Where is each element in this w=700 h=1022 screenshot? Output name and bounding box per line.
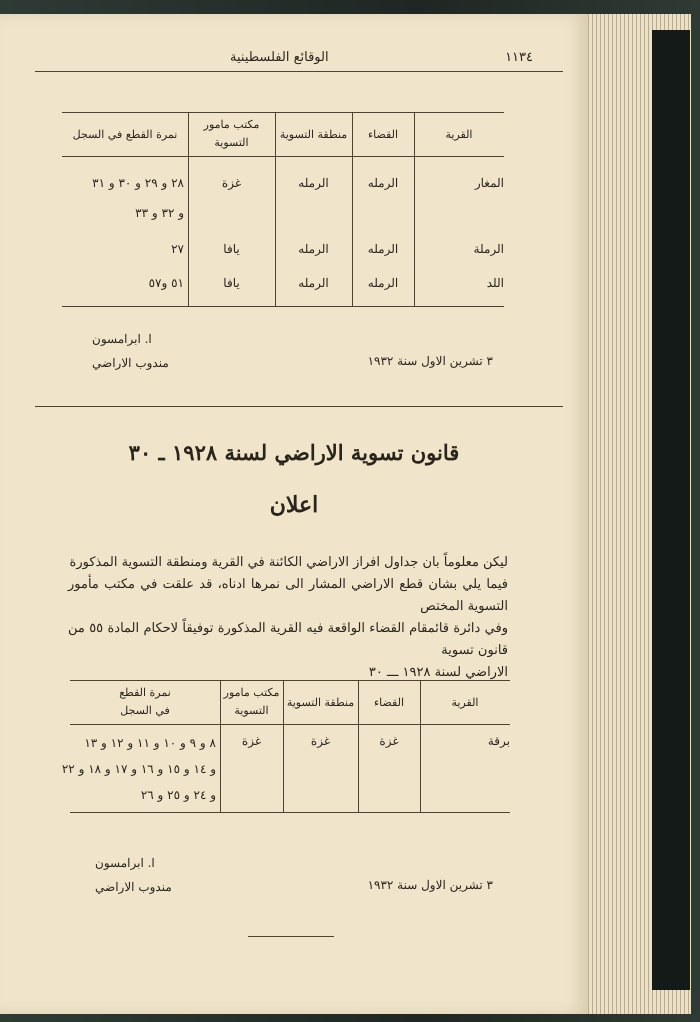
col-header-office: مكتب مامور [203, 118, 260, 131]
cell-district: الرمله [367, 276, 399, 290]
cell-blocks: و ١٤ و ١٥ و ١٦ و ١٧ و ١٨ و ٢٢ [61, 762, 216, 776]
col-header-office: التسوية [234, 704, 269, 717]
signer-name: ا. ابرامسون [92, 332, 152, 346]
cell-area: غزة [310, 734, 331, 748]
signer-name: ا. ابرامسون [95, 856, 155, 870]
notice-heading: اعلان [269, 492, 319, 518]
cell-blocks: و ٣٢ و ٣٣ [135, 206, 184, 220]
cell-district: الرمله [367, 176, 399, 190]
cell-district: الرمله [367, 242, 399, 256]
table1-header-rule [62, 156, 504, 157]
cell-village: اللد [486, 276, 504, 290]
table2-header-rule [70, 724, 510, 725]
table1-divider [414, 112, 415, 306]
col-header-office: مكتب مامور [223, 686, 280, 699]
cell-area: الرمله [298, 242, 329, 256]
table2-bottom-rule [70, 812, 510, 813]
col-header-district: القضاء [367, 128, 399, 141]
cell-blocks: و ٢٤ و ٢٥ و ٢٦ [140, 788, 216, 802]
table1-bottom-rule [62, 306, 504, 307]
table1-top-rule [62, 112, 504, 113]
signer-title: مندوب الاراضي [92, 356, 169, 370]
cell-area: الرمله [298, 276, 329, 290]
cell-village: برقة [487, 734, 510, 748]
signer-title: مندوب الاراضي [95, 880, 172, 894]
paragraph-line: الاراضي لسنة ١٩٢٨ ـــ ٣٠ [368, 665, 508, 680]
notice-paragraph [68, 552, 508, 684]
col-header-village: القرية [445, 128, 473, 141]
book-cover-edge [652, 30, 690, 990]
cell-area: الرمله [298, 176, 329, 190]
paragraph-line: ليكن معلوماً بان جداول افراز الاراضي الكائنة في القرية ومنطقة التسوية المذكورة [69, 555, 508, 570]
cell-blocks: ٨ و ٩ و ١٠ و ١١ و ١٢ و ١٣ [84, 736, 216, 750]
cell-village: الرملة [473, 242, 504, 256]
col-header-office: التسوية [214, 136, 249, 149]
cell-office: يافا [223, 276, 240, 290]
journal-title: الوقائع الفلسطينية [230, 50, 329, 65]
col-header-settlement-area: منطقة التسوية [279, 128, 348, 141]
notice-date: ٣ تشرين الاول سنة ١٩٣٢ [367, 878, 493, 892]
cell-office: غزة [241, 734, 262, 748]
col-header-blocks: في السجل [120, 704, 170, 717]
cell-village: المغار [474, 176, 504, 190]
table2-top-rule [70, 680, 510, 681]
cell-blocks: ٢٧ [171, 242, 184, 256]
col-header-settlement-area: منطقة التسوية [286, 696, 355, 709]
col-header-district: القضاء [373, 696, 405, 709]
paragraph-line: فيما يلي بشان قطع الاراضي المشار الى نمرها ادناه، قد علقت في مكتب مأمور التسوية المختص [68, 577, 508, 614]
header-rule [35, 71, 563, 72]
cell-office: غزة [221, 176, 242, 190]
section-divider [35, 406, 563, 407]
col-header-blocks: نمرة القطع في السجل [72, 128, 178, 141]
notice-date: ٣ تشرين الاول سنة ١٩٣٢ [367, 354, 493, 368]
gazette-page [0, 14, 588, 1014]
law-title: قانون تسوية الاراضي لسنة ١٩٢٨ ـ ٣٠ [128, 440, 460, 465]
cell-office: يافا [223, 242, 240, 256]
paragraph-line: وفي دائرة قائمقام القضاء الواقعة فيه القرية المذكورة توفيقاً لاحكام المادة ٥٥ من قانون تسوية [68, 621, 508, 658]
col-header-village: القرية [451, 696, 479, 709]
cell-blocks: ٥١ و٥٧ [148, 276, 184, 290]
end-rule [248, 936, 334, 937]
page-number: ١١٣٤ [505, 50, 533, 65]
cell-blocks: ٢٨ و ٢٩ و ٣٠ و ٣١ [92, 176, 184, 190]
col-header-blocks: نمرة القطع [119, 686, 171, 699]
cell-district: غزة [379, 734, 399, 748]
